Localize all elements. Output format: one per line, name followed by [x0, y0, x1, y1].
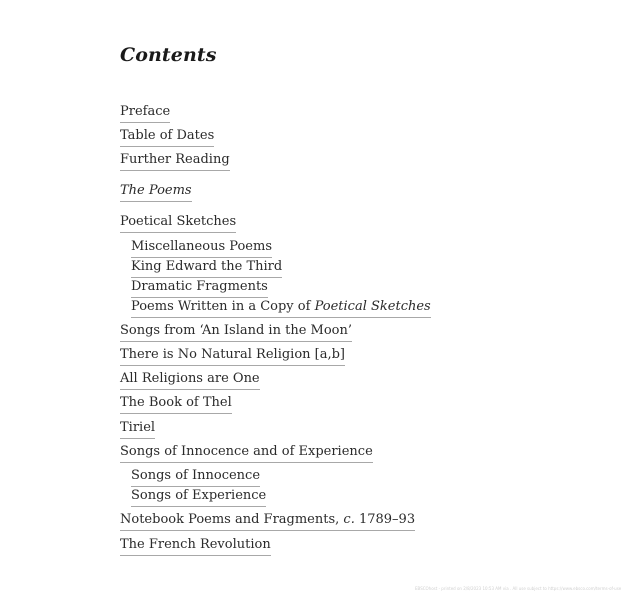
toc-link-poetical-sketches[interactable]: Poetical Sketches — [120, 214, 236, 233]
toc-link-text: Poems Written in a Copy of — [131, 299, 315, 314]
toc-link-circa: c. — [343, 512, 355, 527]
toc-link-poems-written-in-a-copy[interactable] — [131, 299, 431, 318]
toc-link-italic-title: Poetical Sketches — [314, 299, 431, 314]
toc-link-songs-of-experience[interactable]: Songs of Experience — [131, 488, 266, 507]
toc-link-songs-of-innocence[interactable]: Songs of Innocence — [131, 468, 260, 487]
toc-link-natural-religion[interactable]: There is No Natural Religion [a,b] — [120, 347, 345, 366]
toc-link-table-of-dates[interactable]: Table of Dates — [120, 128, 214, 147]
toc-link-dates: 1789–93 — [354, 512, 416, 527]
toc-link-notebook-poems[interactable] — [120, 512, 415, 531]
toc-link-island-in-the-moon[interactable]: Songs from ‘An Island in the Moon’ — [120, 323, 352, 342]
toc-link-innocence-and-experience[interactable]: Songs of Innocence and of Experience — [120, 444, 373, 463]
toc-link-king-edward-the-third[interactable]: King Edward the Third — [131, 259, 282, 278]
toc-link-tiriel[interactable]: Tiriel — [120, 420, 155, 439]
toc-link-preface[interactable]: Preface — [120, 104, 170, 123]
toc-link-dramatic-fragments[interactable]: Dramatic Fragments — [131, 279, 268, 298]
toc-link-text: Notebook Poems and Fragments, — [120, 512, 344, 527]
toc-link-miscellaneous-poems[interactable]: Miscellaneous Poems — [131, 239, 272, 258]
toc-link-all-religions-are-one[interactable]: All Religions are One — [120, 371, 260, 390]
page-title: Contents — [120, 44, 217, 66]
toc-link-french-revolution[interactable]: The French Revolution — [120, 537, 271, 556]
toc-link-further-reading[interactable]: Further Reading — [120, 152, 230, 171]
watermark: EBSCOhost - printed on 2/8/2023 10:53 AM via . All use subject to https://www.ebsco.com/terms-of-use — [415, 586, 621, 591]
toc-link-book-of-thel[interactable]: The Book of Thel — [120, 395, 232, 414]
toc-link-the-poems[interactable]: The Poems — [120, 183, 192, 202]
